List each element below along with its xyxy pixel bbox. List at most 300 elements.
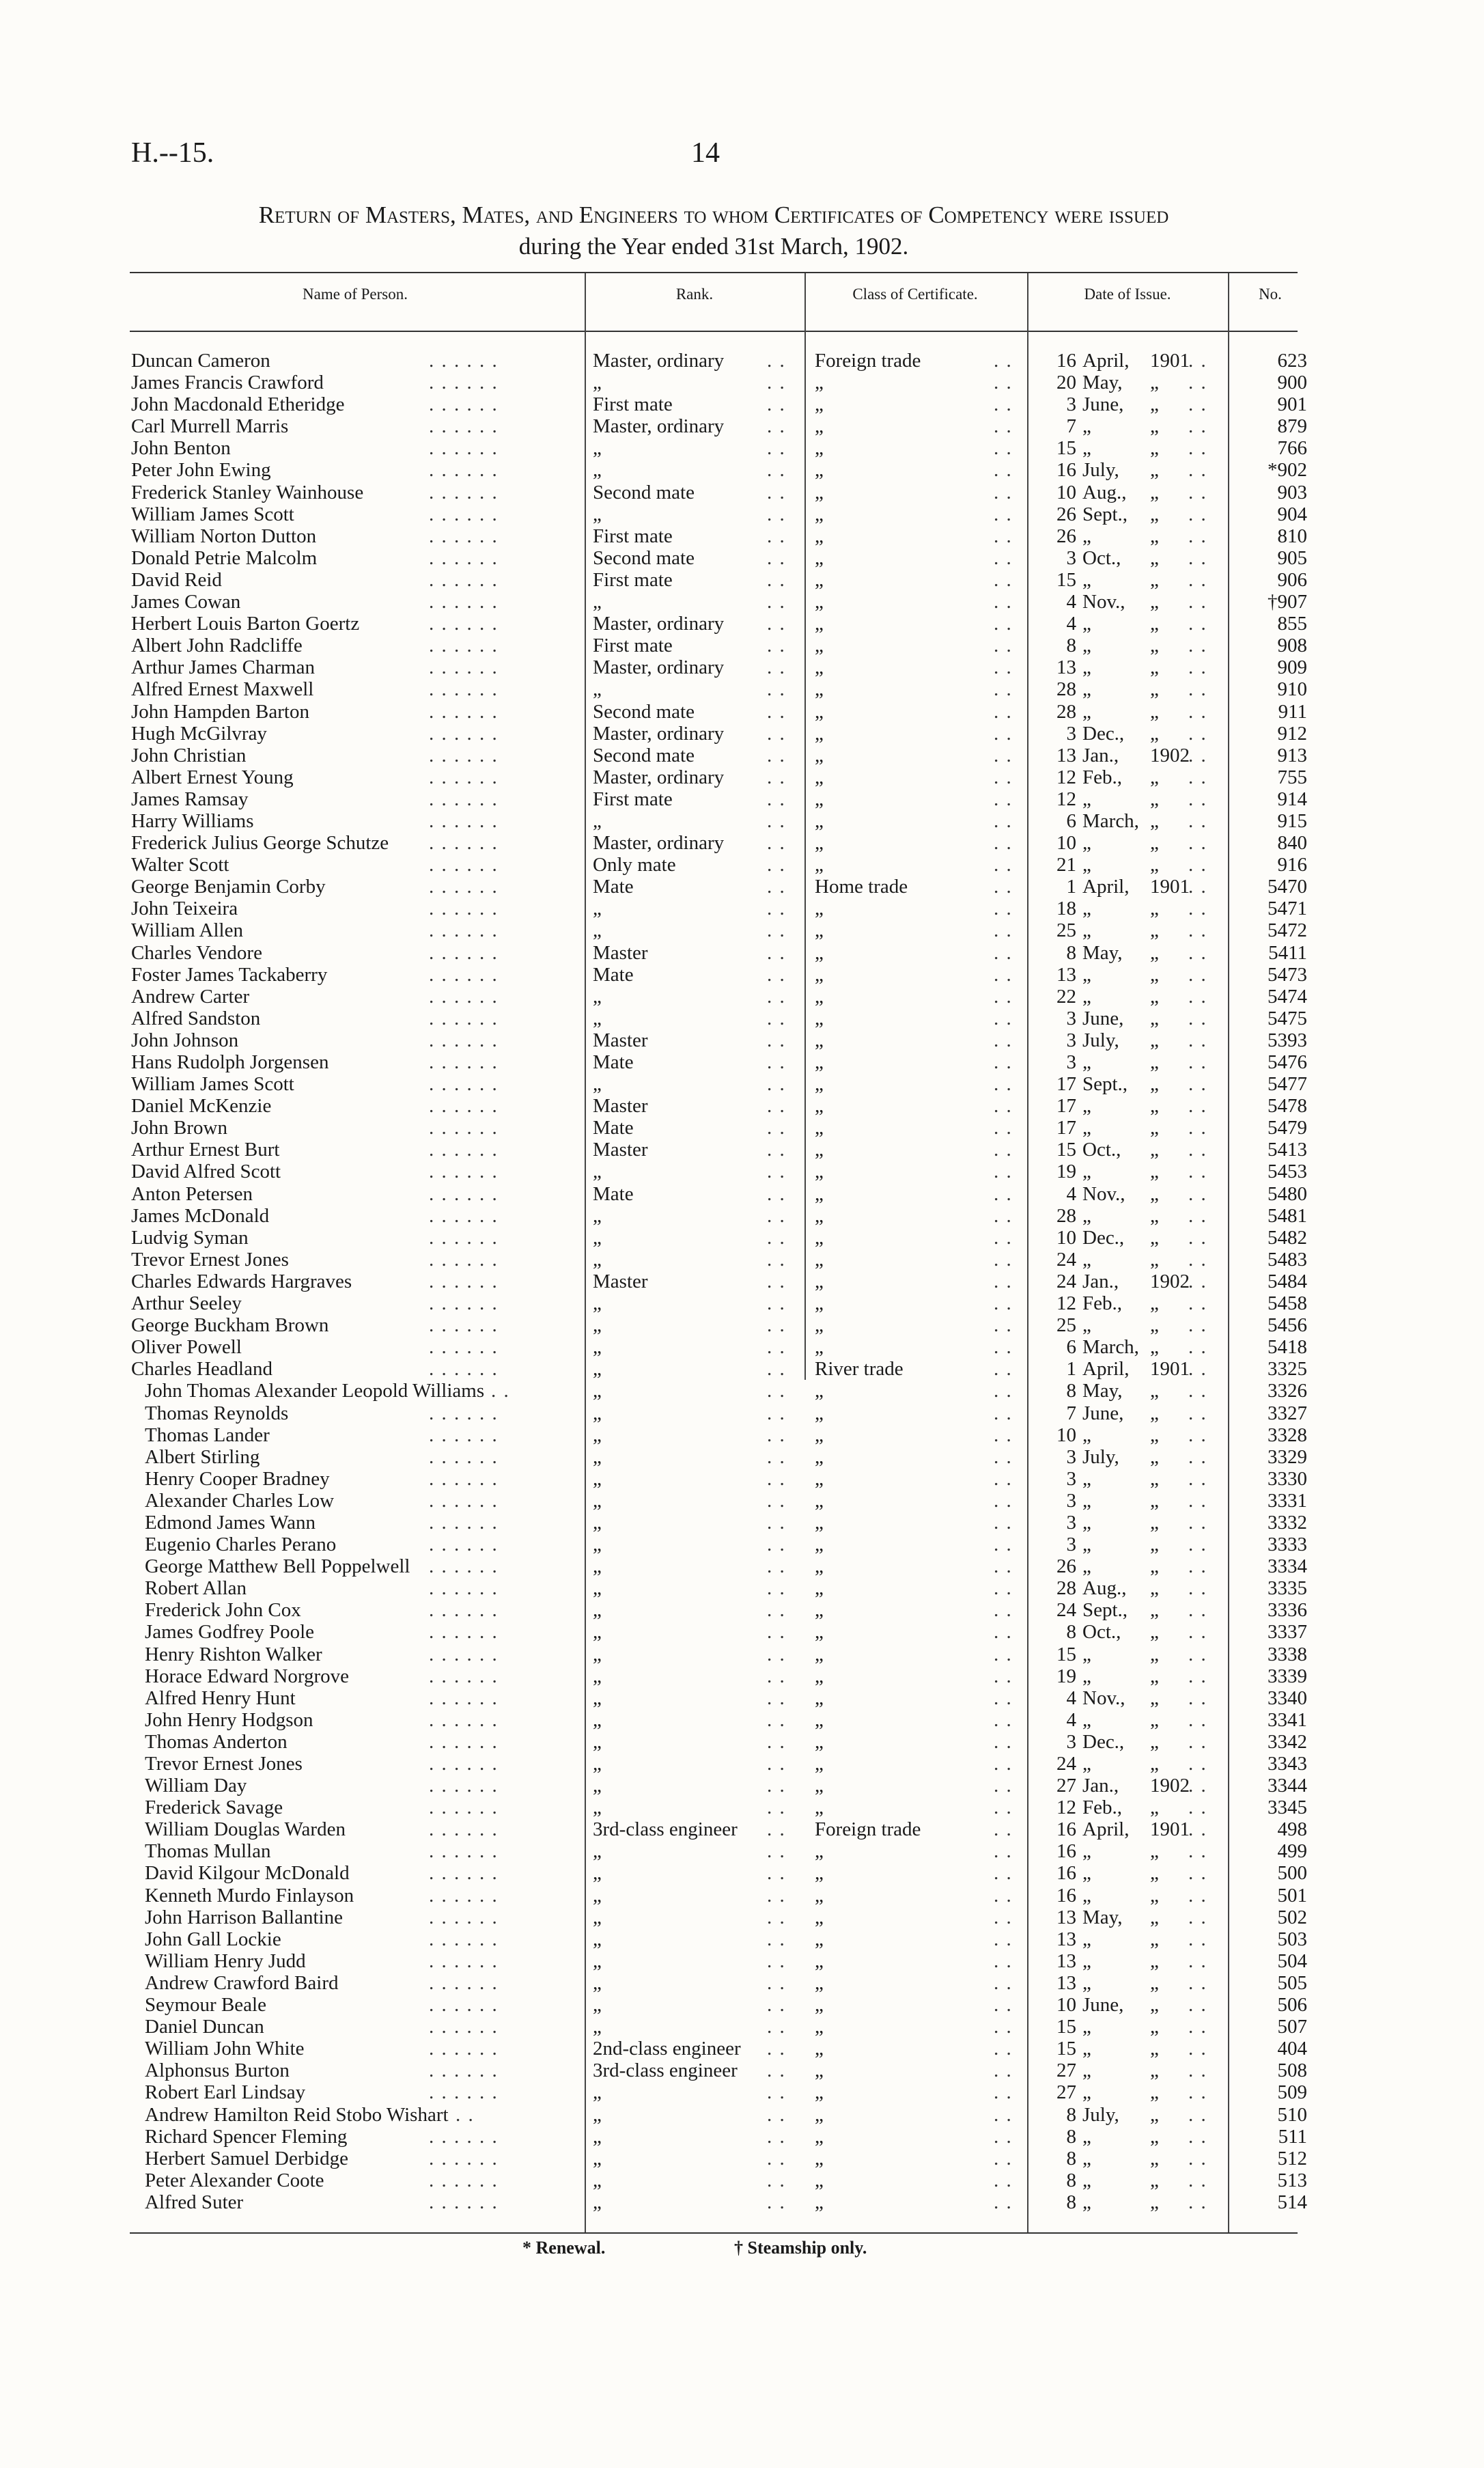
leader-dots: . . [1188,788,1207,810]
person-name: William John White [145,2038,305,2060]
leader-dots: . . . . . . [429,372,499,394]
issue-year: „ [1150,1599,1159,1622]
leader-dots: . . [767,722,786,745]
certificate-number: 916 [1277,854,1307,876]
leader-dots: . . [767,1467,786,1490]
leader-dots: . . [994,788,1013,810]
issue-day: 4 [1066,613,1076,635]
leader-dots: . . . . . . [429,1139,499,1161]
leader-dots: . . [767,1971,786,1994]
certificate-class-cell: „ [815,1753,824,1775]
issue-month: „ [1082,1753,1091,1775]
certificate-class-cell: „ [815,1599,824,1622]
table-row [0,1139,1484,1161]
issue-month: June, [1082,1402,1124,1424]
issue-month: Dec., [1082,722,1125,745]
person-name: David Alfred Scott [131,1161,281,1183]
leader-dots: . . [1188,1862,1207,1885]
leader-dots: . . [767,2016,786,2038]
certificate-number: 3341 [1268,1708,1307,1731]
leader-dots: . . [767,898,786,920]
certificate-number: 5473 [1268,963,1307,986]
issue-month: „ [1082,1665,1091,1687]
certificate-number: 908 [1277,635,1307,657]
issue-year: „ [1150,678,1159,701]
certificate-class-cell: „ [815,1095,824,1118]
leader-dots: . . [1188,1511,1207,1534]
certificate-number: 5456 [1268,1314,1307,1337]
leader-dots: . . . . . . [429,985,499,1008]
leader-dots: . . . . . . [429,2016,499,2038]
rank-cell: „ [593,1971,602,1994]
leader-dots: . . . . . . [429,700,499,723]
leader-dots: . . . . . . [429,1797,499,1819]
leader-dots: . . [1188,1621,1207,1644]
table-row [0,1621,1484,1643]
person-name: William Douglas Warden [145,1818,346,1841]
leader-dots: . . [1188,2147,1207,2169]
table-row [0,1161,1484,1182]
rank-cell: „ [593,1994,602,2016]
issue-day: 12 [1056,788,1076,810]
leader-dots: . . . . . . [429,1095,499,1118]
issue-day: 24 [1056,1270,1076,1292]
certificate-number: 5470 [1268,876,1307,898]
issue-day: 3 [1066,1489,1076,1512]
rank-cell: First mate [593,635,673,657]
issue-year: „ [1150,854,1159,876]
leader-dots: . . [1188,1007,1207,1029]
issue-day: 10 [1056,1424,1076,1446]
certificate-number: 3338 [1268,1643,1307,1665]
leader-dots: . . [767,1336,786,1359]
issue-month: „ [1082,1204,1091,1227]
issue-year: „ [1150,1534,1159,1556]
issue-month: March, [1082,809,1139,832]
leader-dots: . . [994,2191,1013,2213]
leader-dots: . . [1188,1226,1207,1249]
rank-cell: „ [593,1862,602,1885]
leader-dots: . . . . . . [429,459,499,482]
rank-cell: „ [593,2125,602,2148]
leader-dots: . . . . . . [429,1117,499,1139]
leader-dots: . . [1188,2125,1207,2148]
leader-dots: . . [767,1599,786,1622]
certificate-class-cell: „ [815,985,824,1008]
rank-cell: „ [593,1840,602,1863]
issue-year: „ [1150,372,1159,394]
person-name: John Brown [131,1117,227,1139]
leader-dots: . . [994,613,1013,635]
leader-dots: . . [1188,1292,1207,1315]
certificate-class-cell: „ [815,459,824,482]
issue-year: „ [1150,2038,1159,2060]
certificate-class-cell: „ [815,1511,824,1534]
person-name: Frederick Savage [145,1797,283,1819]
leader-dots: . . . . . . [429,635,499,657]
issue-day: 10 [1056,481,1076,503]
person-name: Alfred Henry Hunt [145,1687,296,1709]
leader-dots: . . [767,1687,786,1709]
rank-cell: Second mate [593,700,695,723]
leader-dots: . . [1188,985,1207,1008]
person-name: Thomas Reynolds [145,1402,289,1424]
leader-dots: . . [1188,1577,1207,1600]
leader-dots: . . [1188,854,1207,876]
issue-month: June, [1082,1994,1124,2016]
person-name: Foster James Tackaberry [131,963,328,986]
issue-month: „ [1082,2191,1091,2213]
leader-dots: . . [994,1182,1013,1205]
certificate-class-cell: „ [815,1117,824,1139]
table-row [0,2169,1484,2191]
certificate-class-cell: „ [815,1445,824,1468]
certificate-class-cell: „ [815,568,824,591]
leader-dots: . . [994,854,1013,876]
table-row [0,832,1484,854]
issue-day: 17 [1056,1073,1076,1096]
certificate-number: 3327 [1268,1402,1307,1424]
certificate-class-cell: „ [815,1994,824,2016]
table-row [0,701,1484,723]
rank-cell: „ [593,1161,602,1183]
issue-month: „ [1082,1643,1091,1665]
issue-year: „ [1150,1511,1159,1534]
issue-year: 1901 [1150,1818,1190,1841]
rank-cell: „ [593,2169,602,2191]
leader-dots: . . [767,854,786,876]
rank-cell: „ [593,1797,602,1819]
leader-dots: . . [1188,1029,1207,1051]
issue-year: „ [1150,1884,1159,1907]
issue-month: Sept., [1082,1073,1128,1096]
rank-cell: Master [593,1029,648,1051]
person-name: William James Scott [131,503,294,525]
certificate-number: 506 [1277,1994,1307,2016]
leader-dots: . . [994,1358,1013,1381]
leader-dots: . . [994,2081,1013,2104]
certificate-number: 903 [1277,481,1307,503]
person-name: Charles Vendore [131,941,262,964]
leader-dots: . . [994,1862,1013,1885]
person-name: Eugenio Charles Perano [145,1534,337,1556]
leader-dots: . . [994,1753,1013,1775]
certificate-class-cell: „ [815,1730,824,1753]
certificate-number: 3326 [1268,1380,1307,1402]
leader-dots: . . [767,1073,786,1096]
table-row [0,1599,1484,1621]
leader-dots: . . . . . . [429,1358,499,1381]
issue-day: 4 [1066,1182,1076,1205]
certificate-number: 904 [1277,503,1307,525]
leader-dots: . . [767,1029,786,1051]
leader-dots: . . [767,985,786,1008]
leader-dots: . . . . . . [429,1840,499,1863]
rank-cell: „ [593,1489,602,1512]
issue-day: 28 [1056,1204,1076,1227]
rank-cell: Master, ordinary [593,656,725,679]
issue-month: „ [1082,788,1091,810]
certificate-number: 3329 [1268,1445,1307,1468]
table-row [0,810,1484,832]
leader-dots: . . [1188,1555,1207,1578]
issue-month: „ [1082,1862,1091,1885]
certificate-number: 3344 [1268,1775,1307,1797]
leader-dots: . . [767,1928,786,1950]
certificate-number: 915 [1277,809,1307,832]
leader-dots: . . [994,1226,1013,1249]
rank-cell: Mate [593,1182,634,1205]
table-row [0,415,1484,437]
issue-year: „ [1150,1577,1159,1600]
issue-day: 8 [1066,2191,1076,2213]
issue-day: 8 [1066,1380,1076,1402]
issue-day: 8 [1066,2103,1076,2126]
issue-month: June, [1082,1007,1124,1029]
certificate-number: 5472 [1268,919,1307,942]
leader-dots: . . [1188,2016,1207,2038]
issue-month: „ [1082,1840,1091,1863]
issue-year: „ [1150,1161,1159,1183]
leader-dots: . . . . . . [429,941,499,964]
issue-month: „ [1082,568,1091,591]
leader-dots: . . [1188,1117,1207,1139]
issue-day: 26 [1056,525,1076,547]
leader-dots: . . [994,1621,1013,1644]
issue-year: „ [1150,941,1159,964]
table-row [0,1205,1484,1227]
leader-dots: . . [767,919,786,942]
certificate-number: 5453 [1268,1161,1307,1183]
certificate-number: 5479 [1268,1117,1307,1139]
issue-month: Feb., [1082,766,1122,788]
leader-dots: . . [1188,1840,1207,1863]
issue-month: „ [1082,613,1091,635]
leader-dots: . . [1188,1073,1207,1096]
person-name: Frederick Julius George Schutze [131,832,389,855]
person-name: John Christian [131,744,247,766]
table-row [0,613,1484,635]
issue-day: 25 [1056,919,1076,942]
issue-year: „ [1150,1687,1159,1709]
person-name: James Godfrey Poole [145,1621,315,1644]
leader-dots: . . [994,941,1013,964]
certificate-number: 5480 [1268,1182,1307,1205]
rank-cell: First mate [593,393,673,416]
leader-dots: . . [1188,1971,1207,1994]
certificate-number: 5393 [1268,1029,1307,1051]
certificate-number: 623 [1277,350,1307,372]
person-name: Oliver Powell [131,1336,242,1359]
certificate-number: 912 [1277,722,1307,745]
leader-dots: . . [767,1292,786,1315]
leader-dots: . . [1188,2103,1207,2126]
certificate-class-cell: „ [815,1226,824,1249]
leader-dots: . . [1188,963,1207,986]
issue-month: Nov., [1082,1687,1125,1709]
issue-day: 13 [1056,1971,1076,1994]
certificate-number: 5476 [1268,1051,1307,1073]
certificate-class-cell: „ [815,635,824,657]
certificate-class-cell: „ [815,722,824,745]
rank-cell: „ [593,1248,602,1271]
issue-year: „ [1150,1665,1159,1687]
table-row [0,1775,1484,1797]
table-row [0,1928,1484,1950]
certificate-number: 501 [1277,1884,1307,1907]
issue-year: „ [1150,1336,1159,1359]
certificate-number: 3332 [1268,1511,1307,1534]
certificate-number: 5475 [1268,1007,1307,1029]
leader-dots: . . [767,1994,786,2016]
person-name: Andrew Crawford Baird [145,1971,339,1994]
certificate-number: 913 [1277,744,1307,766]
table-row [0,1753,1484,1775]
leader-dots: . . [994,963,1013,986]
certificate-number: 879 [1277,415,1307,438]
issue-year: „ [1150,963,1159,986]
table-row [0,1073,1484,1095]
leader-dots: . . [994,1073,1013,1096]
table-row [0,2060,1484,2081]
leader-dots: . . . . . . [429,1599,499,1622]
leader-dots: . . [1188,2038,1207,2060]
certificate-class-cell: „ [815,1007,824,1029]
leader-dots: . . [1188,766,1207,788]
issue-year: „ [1150,1797,1159,1819]
leader-dots: . . [994,437,1013,460]
certificate-class-cell: „ [815,1161,824,1183]
leader-dots: . . [767,809,786,832]
issue-month: Feb., [1082,1292,1122,1315]
leader-dots: . . [1188,2060,1207,2082]
leader-dots: . . [767,2147,786,2169]
table-row [0,482,1484,503]
issue-year: „ [1150,503,1159,525]
leader-dots: . . . . . . [429,2191,499,2213]
issue-year: 1901 [1150,876,1190,898]
table-row [0,1490,1484,1512]
leader-dots: . . . . . . [429,1182,499,1205]
leader-dots: . . [1188,1599,1207,1622]
table-row [0,2126,1484,2148]
leader-dots: . . [1188,1139,1207,1161]
certificate-class-cell: „ [815,678,824,701]
issue-year: „ [1150,1906,1159,1928]
issue-day: 4 [1066,1708,1076,1731]
issue-year: „ [1150,1095,1159,1118]
issue-day: 3 [1066,1445,1076,1468]
issue-day: 7 [1066,1402,1076,1424]
certificate-class-cell: „ [815,1336,824,1359]
leader-dots: . . [1188,656,1207,679]
issue-day: 17 [1056,1117,1076,1139]
leader-dots: . . . . . . [429,1994,499,2016]
leader-dots: . . [994,1467,1013,1490]
issue-day: 6 [1066,1336,1076,1359]
leader-dots: . . [994,1599,1013,1622]
table-row [0,2038,1484,2060]
issue-year: „ [1150,1950,1159,1972]
leader-dots: . . [1188,1095,1207,1118]
leader-dots: . . [994,2016,1013,2038]
leader-dots: . . [994,678,1013,701]
leader-dots: . . . . . . [429,809,499,832]
leader-dots: . . [767,437,786,460]
issue-year: „ [1150,481,1159,503]
issue-year: „ [1150,2147,1159,2169]
leader-dots: . . [767,1534,786,1556]
person-name: Daniel Duncan [145,2016,264,2038]
issue-month: July, [1082,1445,1119,1468]
person-name: Alfred Suter [145,2191,244,2213]
rank-cell: „ [593,1467,602,1490]
table-bottom-rule [130,2232,1298,2234]
leader-dots: . . [994,525,1013,547]
leader-dots: . . [767,788,786,810]
issue-year: „ [1150,898,1159,920]
issue-month: April, [1082,1818,1130,1841]
leader-dots: . . [1188,700,1207,723]
person-name: Albert Ernest Young [131,766,294,788]
person-name: Horace Edward Norgrove [145,1665,350,1687]
leader-dots: . . [1188,591,1207,613]
issue-year: „ [1150,1292,1159,1315]
table-row [0,1972,1484,1994]
page-id: H.--15. [131,137,214,169]
leader-dots: . . [1188,832,1207,855]
leader-dots: . . [1188,2081,1207,2104]
rank-cell: First mate [593,568,673,591]
issue-month: April, [1082,876,1130,898]
leader-dots: . . [994,635,1013,657]
table-row [0,1644,1484,1665]
issue-day: 3 [1066,1467,1076,1490]
certificate-number: 5418 [1268,1336,1307,1359]
certificate-number: 766 [1277,437,1307,460]
leader-dots: . . [1188,1204,1207,1227]
certificate-number: 5411 [1268,941,1307,964]
certificate-class-cell: „ [815,1797,824,1819]
issue-month: „ [1082,437,1091,460]
table-row [0,678,1484,700]
certificate-number: 5484 [1268,1270,1307,1292]
leader-dots: . . [994,1007,1013,1029]
issue-day: 15 [1056,1643,1076,1665]
certificate-number: 3328 [1268,1424,1307,1446]
rank-cell: „ [593,1445,602,1468]
issue-month: „ [1082,1161,1091,1183]
leader-dots: . . [1188,898,1207,920]
leader-dots: . . [994,985,1013,1008]
column-header-no: No. [1259,286,1282,303]
person-name: John Benton [131,437,231,460]
issue-year: „ [1150,656,1159,679]
leader-dots: . . . . . . [429,2081,499,2104]
leader-dots: . . [767,1270,786,1292]
certificate-number: 507 [1277,2016,1307,2038]
issue-day: 10 [1056,832,1076,855]
person-name: John Macdonald Etheridge [131,393,345,416]
certificate-number: 840 [1277,832,1307,855]
person-name: William James Scott [131,1073,294,1096]
person-name: Thomas Mullan [145,1840,271,1863]
leader-dots: . . [767,525,786,547]
leader-dots: . . [994,1051,1013,1073]
leader-dots: . . [994,350,1013,372]
certificate-class-cell: „ [815,1534,824,1556]
person-name: John Hampden Barton [131,700,309,723]
